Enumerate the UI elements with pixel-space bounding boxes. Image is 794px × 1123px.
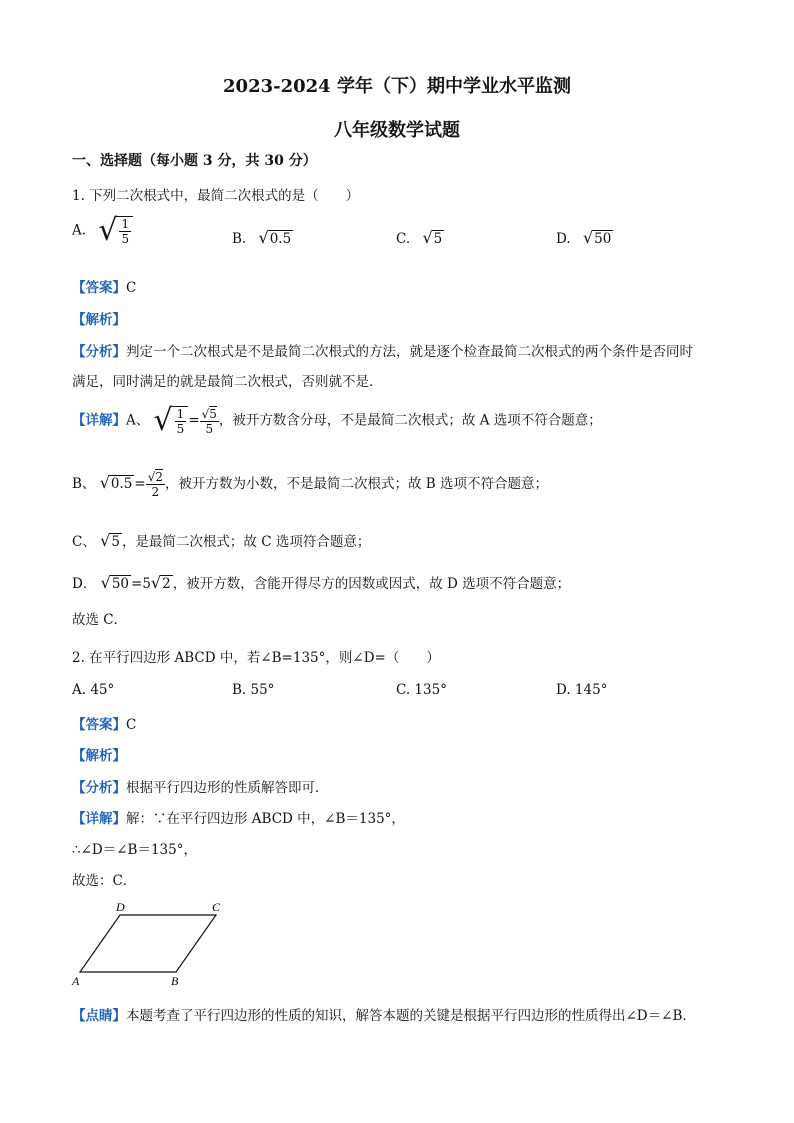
q1-detail-c-text: ，是最简二次根式；故 C 选项符合题意；: [121, 534, 371, 550]
q2-detail-text1: 解：∵在平行四边形 ABCD 中，∠B＝135°，: [126, 811, 405, 827]
radical-icon: √: [258, 228, 269, 247]
q1-option-a-label: A.: [72, 222, 87, 239]
radical-icon: √: [422, 228, 433, 247]
q1-option-a: [72, 213, 133, 248]
q1-option-a-num: 1: [121, 217, 130, 231]
fenxi-tag: 【分析】: [72, 780, 126, 796]
q2-dianjing: [72, 1004, 696, 1024]
radical-icon: √: [201, 406, 210, 421]
detail-tag: 【详解】: [72, 811, 126, 827]
q1-detail-a-text: ，被开方数含分母，不是最简二次根式；故 A 选项不符合题意；: [218, 412, 602, 429]
q2-option-c: C. 135°: [396, 682, 447, 698]
q2-conclusion: 故选：C．: [72, 873, 137, 889]
q1-option-d-value: 50: [594, 231, 612, 247]
q1-fenxi-text1: 判定一个二次根式是不是最简二次根式的方法，就是逐个检查最简二次根式的两个条件是否同时: [126, 344, 693, 360]
q1-option-b-value: 0.5: [269, 231, 292, 247]
q1-detail-a-num: 1: [176, 407, 185, 421]
fenxi-tag: 【分析】: [72, 344, 126, 360]
q1-detail-a-res-den: 5: [205, 421, 214, 436]
q1-answer-value: C: [126, 280, 137, 296]
q1-detail-c-value: 5: [111, 534, 120, 550]
q2-dianjing-text: 本题考查了平行四边形的性质的知识，解答本题的关键是根据平行四边形的性质得出∠D＝∠B．: [126, 1008, 696, 1024]
radical-icon: √: [98, 213, 118, 248]
q1-answer: [72, 276, 136, 296]
q2-option-b: B. 55°: [232, 682, 275, 698]
q1-detail-b-text: ，被开方数为小数，不是最简二次根式；故 B 选项不符合题意；: [165, 476, 549, 492]
page-subtitle: 八年级数学试题: [334, 120, 460, 141]
q1-option-c: [396, 228, 444, 247]
q1-option-c-value: 5: [433, 231, 443, 247]
radical-icon: √: [100, 531, 111, 550]
q1-option-d: [556, 228, 613, 247]
dianjing-tag: 【点睛】: [72, 1008, 126, 1024]
radical-icon: √: [147, 470, 156, 484]
q1-detail-d-prefix: D．: [72, 576, 97, 592]
q2-detail-2: ∴∠D＝∠B＝135°，: [72, 842, 197, 858]
radical-icon: √: [100, 573, 111, 592]
q1-detail-a: [72, 403, 602, 438]
radical-icon: √: [99, 473, 110, 492]
q1-stem: 1. 下列二次根式中，最简二次根式的是（ ）: [72, 188, 360, 204]
q1-detail-a-eq: =: [188, 412, 200, 429]
q1-detail-b-res-num: 2: [155, 470, 164, 484]
vertex-label-c: C: [212, 900, 221, 914]
page-title: 2023-2024 学年（下）期中学业水平监测: [223, 76, 571, 97]
q1-detail-b: [72, 470, 548, 499]
q2-fenxi: [72, 776, 329, 796]
q2-fenxi-text: 根据平行四边形的性质解答即可．: [126, 780, 329, 796]
radical-icon: √: [150, 573, 162, 592]
q1-conclusion: 故选 C．: [72, 612, 128, 628]
answer-tag: 【答案】: [72, 717, 126, 733]
q2-answer-value: C: [126, 717, 137, 733]
q1-detail-a-res-num: 5: [209, 406, 217, 421]
parallelogram-figure: [68, 898, 238, 990]
q2-answer: [72, 713, 136, 733]
q1-detail-d-text: ，被开方数，含能开得尽方的因数或因式，故 D 选项不符合题意；: [172, 576, 571, 592]
detail-tag: 【详解】: [72, 412, 126, 429]
q1-detail-d-res: 2: [162, 576, 171, 592]
vertex-label-d: D: [116, 900, 125, 914]
q2-detail-1: [72, 807, 405, 827]
q1-detail-b-eq: =: [134, 476, 146, 492]
q2-stem: 2. 在平行四边形 ABCD 中，若∠B=135°，则∠D=（ ）: [72, 650, 440, 666]
section-heading: 一、选择题（每小题 3 分，共 30 分）: [72, 153, 317, 169]
q1-detail-b-prefix: B、: [72, 476, 96, 492]
q1-detail-a-prefix: A、: [126, 412, 150, 429]
q1-option-b-label: B.: [232, 231, 247, 247]
q1-option-c-label: C.: [396, 231, 411, 247]
vertex-label-a: A: [72, 974, 80, 988]
q1-fenxi-line2: 满足，同时满足的就是最简二次根式，否则就不是．: [72, 374, 383, 390]
q1-option-d-label: D.: [556, 231, 571, 247]
parallelogram-shape: [80, 915, 216, 972]
q1-detail-b-value: 0.5: [110, 476, 133, 492]
q2-option-a: A. 45°: [72, 682, 115, 698]
q1-detail-d-value: 50: [111, 576, 130, 592]
q2-option-d: D. 145°: [556, 682, 608, 698]
q1-option-a-den: 5: [121, 232, 130, 246]
q2-jiexi-tag: 【解析】: [72, 748, 126, 764]
q1-option-b: [232, 228, 293, 247]
vertex-label-b: B: [171, 974, 179, 988]
q1-fenxi-line1: [72, 340, 693, 360]
q1-detail-c: [72, 530, 370, 550]
q1-jiexi-tag: 【解析】: [72, 312, 126, 328]
q1-detail-d: [72, 572, 570, 592]
q1-detail-b-res-den: 2: [151, 485, 160, 499]
q1-detail-d-eq: =5: [131, 576, 151, 592]
q1-detail-a-den: 5: [176, 422, 185, 436]
answer-tag: 【答案】: [72, 280, 126, 296]
radical-icon: √: [153, 403, 173, 438]
q1-detail-c-prefix: C、: [72, 534, 96, 550]
radical-icon: √: [582, 228, 594, 247]
